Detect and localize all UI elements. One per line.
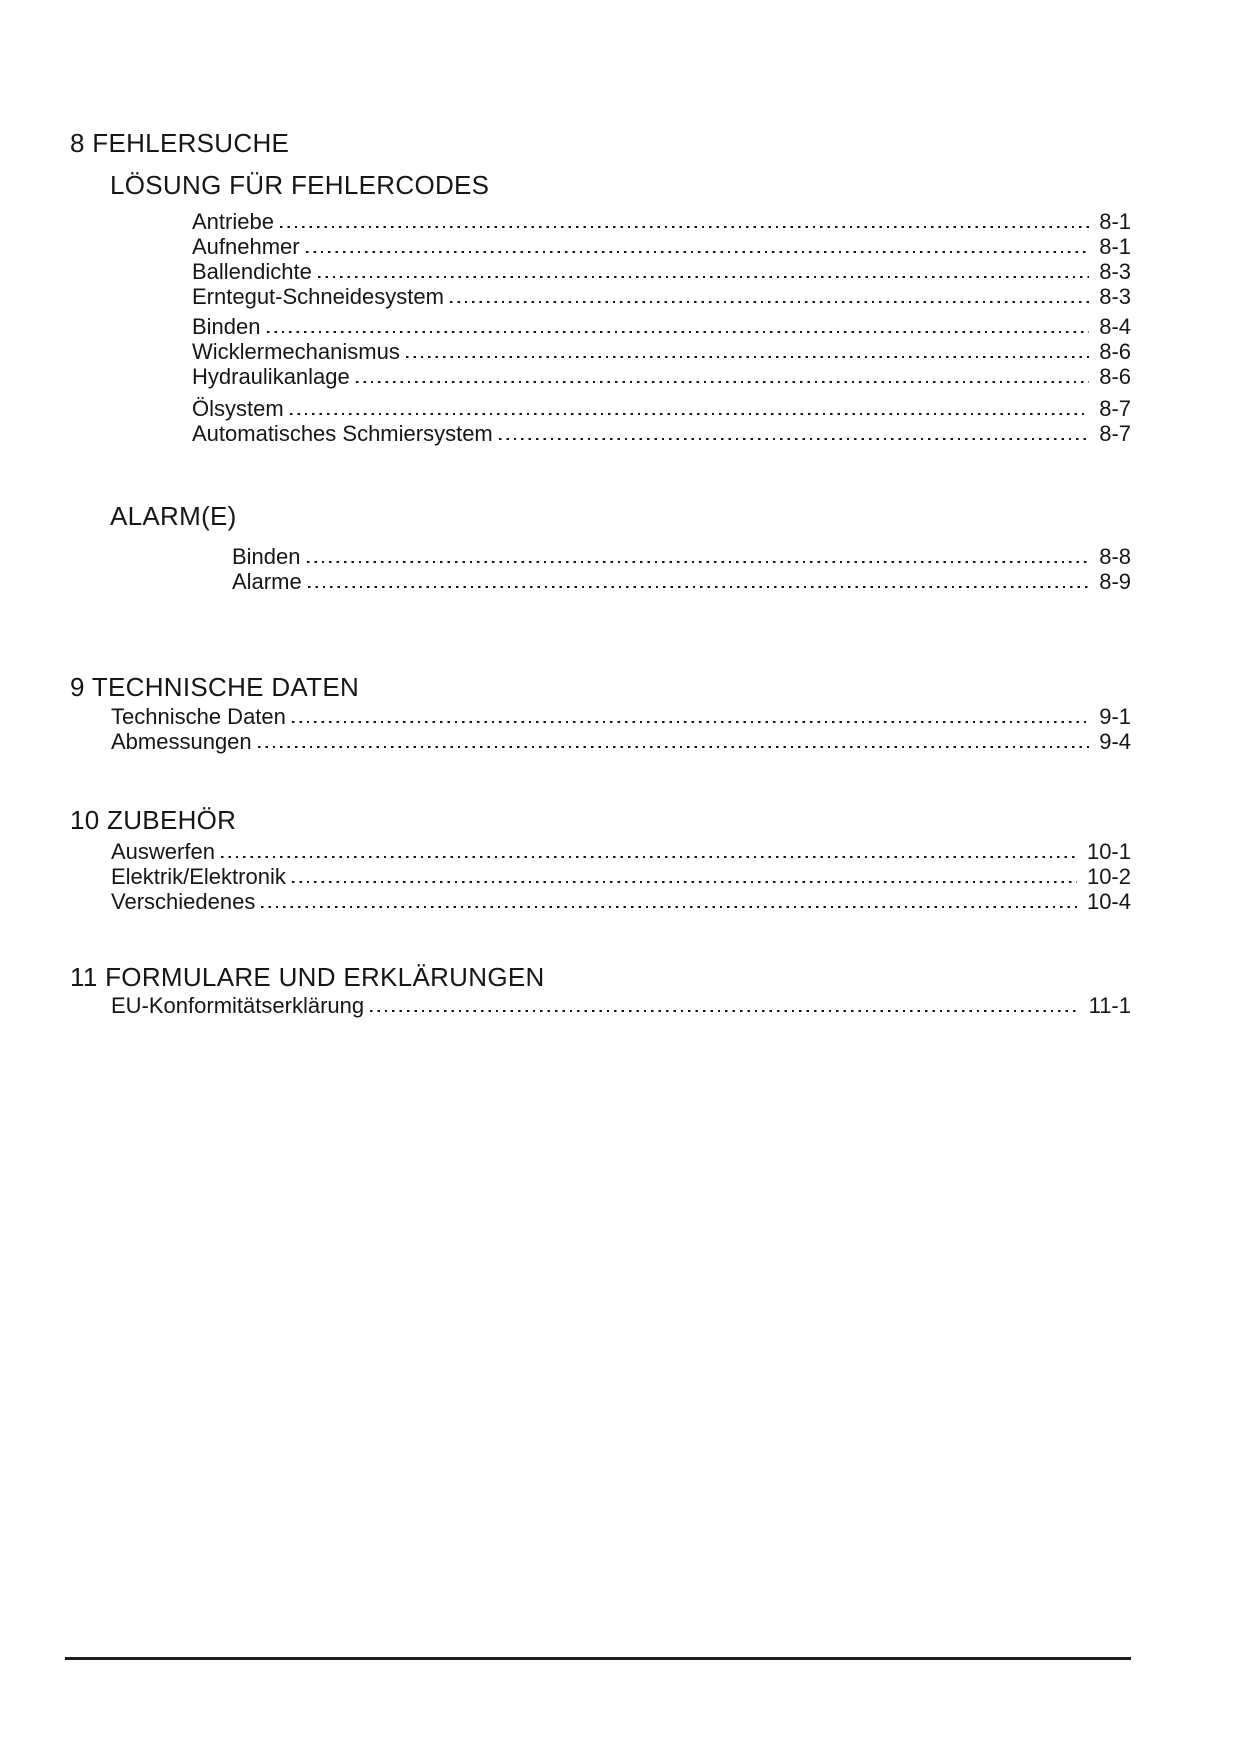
toc-entry-label: Auswerfen — [111, 839, 215, 864]
dot-leader — [499, 438, 1089, 441]
toc-entry-page: 8-7 — [1099, 421, 1131, 446]
subsection-alarme-heading: ALARM(E) — [110, 501, 237, 531]
toc-entry-page: 8-8 — [1099, 544, 1131, 569]
toc-entry-label: Binden — [232, 544, 301, 569]
toc-entry[interactable] — [192, 284, 1131, 309]
toc-entry[interactable] — [232, 544, 1131, 569]
toc-entry-page: 8-1 — [1099, 234, 1131, 259]
dot-leader — [308, 586, 1090, 589]
toc-entry-page: 10-4 — [1086, 889, 1131, 914]
toc-entry-label: Ölsystem — [192, 396, 284, 421]
toc-entry[interactable] — [111, 839, 1131, 864]
toc-entry-page: 8-1 — [1099, 209, 1131, 234]
toc-group-technische-daten — [111, 704, 1131, 754]
dot-leader — [267, 331, 1090, 334]
toc-entry[interactable] — [192, 234, 1131, 259]
toc-entry[interactable] — [111, 889, 1131, 914]
toc-entry-page: 8-3 — [1099, 284, 1131, 309]
toc-entry-label: Ballendichte — [192, 259, 312, 284]
toc-entry-label: Automatisches Schmiersystem — [192, 421, 493, 446]
toc-entry[interactable] — [192, 364, 1131, 389]
subsection-fehlercodes-heading: LÖSUNG FÜR FEHLERCODES — [110, 170, 490, 200]
toc-entry-label: Technische Daten — [111, 704, 286, 729]
dot-leader — [318, 276, 1089, 279]
toc-entry[interactable] — [111, 704, 1131, 729]
dot-leader — [370, 1010, 1078, 1013]
toc-entry-label: Hydraulikanlage — [192, 364, 350, 389]
toc-entry-label: Abmessungen — [111, 729, 252, 754]
toc-entry-label: Antriebe — [192, 209, 274, 234]
toc-entry[interactable] — [192, 209, 1131, 234]
dot-leader — [280, 226, 1089, 229]
section-9-heading: 9 TECHNISCHE DATEN — [70, 672, 360, 702]
dot-leader — [292, 721, 1089, 724]
dot-leader — [221, 856, 1077, 859]
toc-entry-page: 11-1 — [1088, 993, 1131, 1018]
toc-entry-label: Wicklermechanismus — [192, 339, 400, 364]
toc-entry-page: 8-3 — [1099, 259, 1131, 284]
toc-entry-page: 8-6 — [1099, 339, 1131, 364]
section-8-heading: 8 FEHLERSUCHE — [70, 128, 290, 158]
toc-entry-label: Erntegut-Schneidesystem — [192, 284, 444, 309]
toc-entry-label: Verschiedenes — [111, 889, 256, 914]
toc-entry[interactable] — [192, 339, 1131, 364]
toc-entry-label: Alarme — [232, 569, 302, 594]
dot-leader — [292, 881, 1077, 884]
dot-leader — [450, 301, 1089, 304]
toc-entry-page: 9-1 — [1099, 704, 1131, 729]
toc-entry-page: 10-1 — [1086, 839, 1131, 864]
toc-entry-label: Aufnehmer — [192, 234, 300, 259]
toc-entry-label: Elektrik/Elektronik — [111, 864, 286, 889]
section-10-heading: 10 ZUBEHÖR — [70, 805, 237, 835]
toc-entry[interactable] — [232, 569, 1131, 594]
dot-leader — [290, 413, 1090, 416]
dot-leader — [406, 356, 1089, 359]
toc-entry-page: 8-6 — [1099, 364, 1131, 389]
toc-entry-page: 9-4 — [1099, 729, 1131, 754]
toc-entry[interactable] — [111, 993, 1131, 1018]
toc-entry[interactable] — [192, 259, 1131, 284]
dot-leader — [258, 746, 1090, 749]
toc-entry-label: EU-Konformitätserklärung — [111, 993, 365, 1018]
toc-group-zubehoer — [111, 839, 1131, 914]
dot-leader — [307, 561, 1090, 564]
toc-entry[interactable] — [192, 421, 1131, 446]
toc-entry[interactable] — [192, 396, 1131, 421]
dot-leader — [261, 906, 1077, 909]
section-11-heading: 11 FORMULARE UND ERKLÄRUNGEN — [70, 962, 545, 992]
toc-entry[interactable] — [111, 729, 1131, 754]
toc-entry-page: 8-4 — [1099, 314, 1131, 339]
dot-leader — [306, 251, 1090, 254]
footer-rule — [65, 1657, 1131, 1660]
toc-group-alarme — [232, 544, 1131, 594]
dot-leader — [356, 381, 1089, 384]
toc-group-formulare — [111, 993, 1131, 1018]
toc-entry-page: 10-2 — [1086, 864, 1131, 889]
toc-entry[interactable] — [111, 864, 1131, 889]
toc-group-fehlercodes — [192, 209, 1131, 446]
toc-entry[interactable] — [192, 314, 1131, 339]
toc-entry-label: Binden — [192, 314, 261, 339]
toc-entry-page: 8-7 — [1099, 396, 1131, 421]
toc-entry-page: 8-9 — [1099, 569, 1131, 594]
